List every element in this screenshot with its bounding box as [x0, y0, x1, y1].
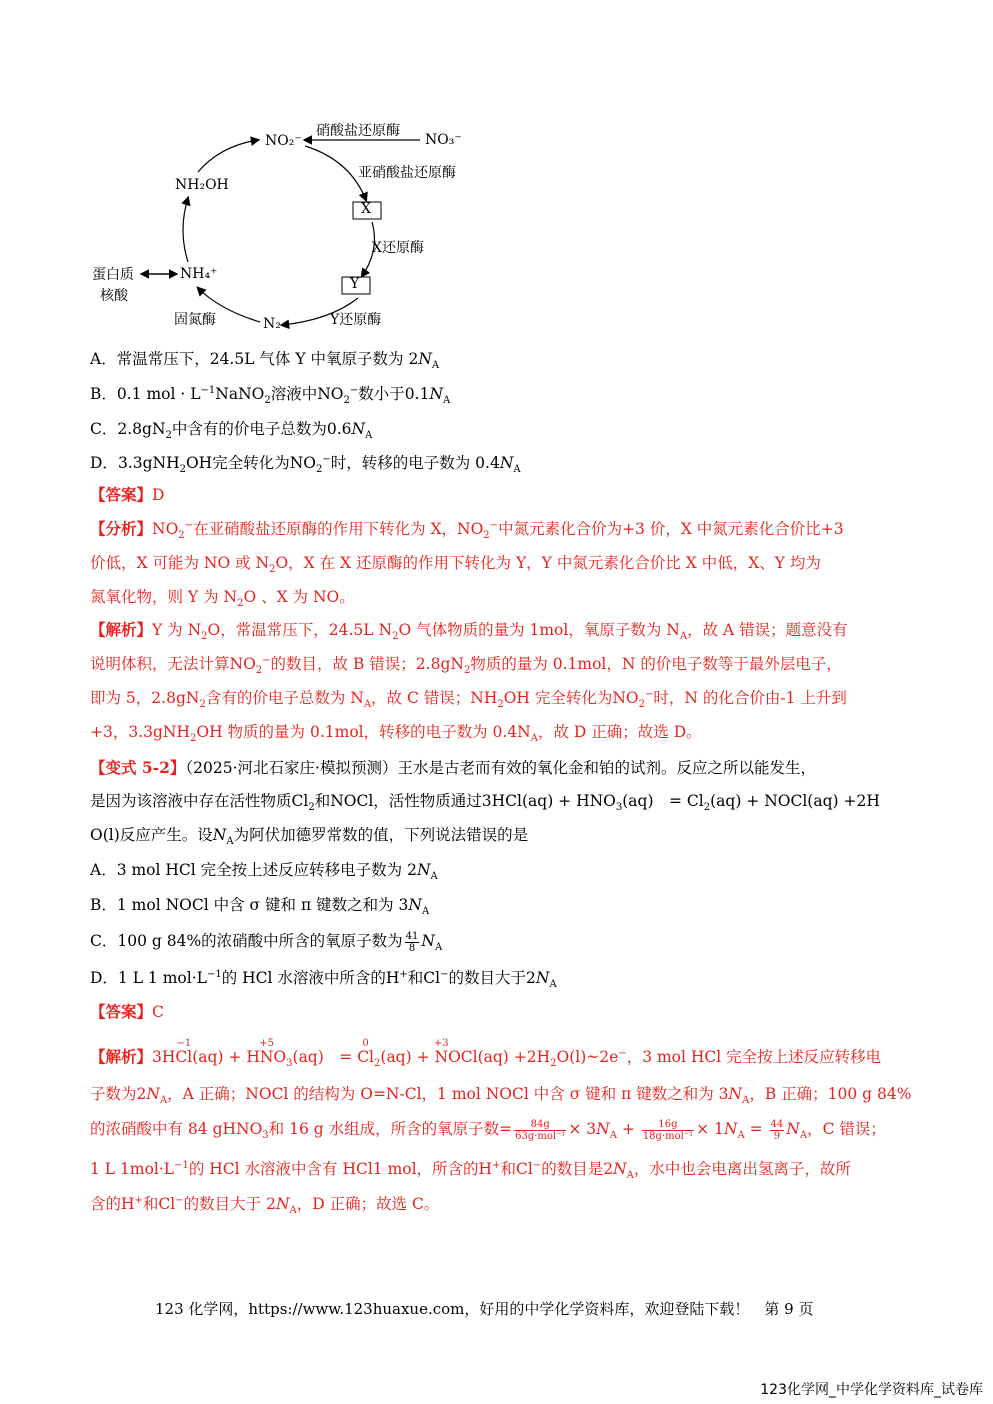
fraction-16-18: $\frac{16g}{\text{18g·mol⁻¹}}$: [642, 1118, 694, 1142]
q2-option-c: C．100 g 84%的浓硝酸中所含的氧原子数为 $\frac{41}{8}$ $N_A$: [90, 930, 443, 954]
node-n2: N₂: [263, 316, 281, 332]
node-no3: NO₃⁻: [425, 132, 462, 148]
q2-stem-line2: 是因为该溶液中存在活性物质$Cl_2$和NOCl，活性物质通过$3HCl(aq) + HNO_3(aq)$ = $Cl_2(aq)$ + NOCl(aq) +2H: [90, 792, 880, 814]
node-y: Y: [350, 276, 360, 292]
nitrogen-cycle-diagram: [80, 110, 500, 340]
node-protein: 蛋白质: [92, 267, 134, 283]
q2-solution-line3: 的浓硝酸中有 84 gHNO$_3$和 16 g 水组成，所含的氧原子数= $\frac{84g}{\text{63g·mol⁻¹}}$ × $3N_A$ + $\frac{16g}{\text{18g·mol⁻¹}}$ × $1N_A$ = $\frac{44}{9}$ $N_A$，C 错误；: [90, 1118, 886, 1142]
label-nitrate-reductase: 硝酸盐还原酶: [316, 123, 400, 139]
node-nucleic: 核酸: [100, 288, 128, 304]
q1-solution-line2: 说明体积，无法计算$NO_2^-$的数目，故 B 错误；$2.8gN_2$物质的量为 0.1mol，N 的价电子数等于最外层电子，: [90, 654, 842, 677]
label-nitrogenase: 固氮酶: [174, 312, 216, 328]
q2-solution-line2: 子数为$2N_A$，A 正确；NOCl 的结构为 O=N-Cl，1 mol NOCl 中含 σ 键和 π 键数之和为 $3N_A$，B 正确；100 g 84%: [90, 1085, 912, 1107]
label-x-reductase: X还原酶: [372, 240, 424, 256]
q2-solution-line1: 【解析】3H −1 Cl(aq) + H +5 $NO_3(aq)$ = 0 $Cl_2(aq)$ + +3 NOCl(aq) $+2H_2O(l)\sim 2e^-$，3 mol HCl 完全按上述反应转移电: [90, 1038, 882, 1070]
arrow-no2-x: [305, 146, 366, 200]
node-no2: NO₂⁻: [265, 133, 302, 149]
q2-option-d: D．1 L 1 $mol\cdot L^{-1}$的 HCl 水溶液中所含的H+和Cl−的数目大于$2N_A$: [90, 968, 557, 991]
label-y-reductase: Y还原酶: [330, 312, 382, 328]
q1-analysis-line3: 氮氧化物，则 Y 为 $N_2O$ 、X 为 NO。: [90, 588, 355, 610]
q1-option-c: C．$2.8gN_2$中含有的价电子总数为$0.6N_A$: [90, 420, 373, 442]
fraction-44-9: $\frac{44}{9}$: [770, 1118, 784, 1142]
q1-analysis-line2: 价低，X 可能为 NO 或 $N_2O$，X 在 X 还原酶的作用下转化为 Y，Y 中氮元素化合价比 X 中低，X、Y 均为: [90, 554, 821, 576]
watermark: 123化学网_中学化学资料库_试卷库: [760, 1382, 983, 1398]
q1-analysis-line1: 【分析】$NO_2^-$在亚硝酸盐还原酶的作用下转化为 X，$NO_2^-$中氮元素化合价为+3 价，X 中氮元素化合价比+3: [90, 519, 844, 542]
arrow-nh4-nh2oh: [183, 198, 188, 262]
q2-option-a: A．3 mol HCl 完全按上述反应转移电子数为 $2N_A$: [90, 861, 438, 883]
fraction-41-8: $\frac{41}{8}$: [405, 930, 419, 954]
q2-solution-line4: 1 L $1mol\cdot L^{-1}$的 HCl 水溶液中含有 HCl1 mol，所含的H+和Cl−的数目是$2N_A$，水中也会电离出氢离子，故所: [90, 1159, 851, 1182]
q2-stem-line3: O(l)反应产生。设$N_A$为阿伏加德罗常数的值，下列说法错误的是: [90, 826, 529, 848]
q2-answer: 【答案】C: [90, 1002, 164, 1021]
q2-option-b: B．1 mol NOCl 中含 σ 键和 π 键数之和为 $3N_A$: [90, 896, 430, 918]
q2-stem-line1: 【变式 5-2】（2025·河北石家庄·模拟预测）王水是古老而有效的氧化金和铂的试剂。反应之所以能发生，: [90, 758, 816, 777]
q2-solution-line5: 含的H+和Cl−的数目大于 $2N_A$，D 正确；故选 C。: [90, 1194, 440, 1217]
page-footer: 123 化学网，https://www.123huaxue.com，好用的中学化学资料库，欢迎登陆下载！ 第 9 页: [155, 1300, 814, 1318]
q1-answer: 【答案】D: [90, 485, 165, 504]
q1-option-b: B．0.1 mol · $L^{-1}NaNO_2$溶液中$NO_2^-$数小于$0.1N_A$: [90, 384, 451, 407]
node-nh2oh: NH₂OH: [175, 177, 229, 193]
node-x: X: [361, 201, 371, 217]
q1-solution-line3: 即为 5，$2.8gN_2$含有的价电子总数为 $N_A$，故 C 错误；$NH_2OH$ 完全转化为$NO_2^-$时，N 的化合价由-1 上升到: [90, 688, 847, 711]
q1-option-d: D．3.3gNH$_2$OH完全转化为$NO_2^-$时，转移的电子数为 $0.4N_A$: [90, 453, 521, 476]
arrow-nh2oh-no2: [198, 140, 258, 172]
q1-solution-line4: +3，3.3gNH$_2$OH 物质的量为 0.1mol，转移的电子数为 $0.4N_A$，故 D 正确；故选 D。: [90, 723, 702, 745]
q1-option-a: A．常温常压下，24.5L 气体 Y 中氧原子数为 $2N_A$: [90, 350, 440, 372]
q1-solution-line1: 【解析】Y 为 $N_2O$，常温常压下，24.5L $N_2O$ 气体物质的量为 1mol，氧原子数为 $N_A$，故 A 错误；题意没有: [90, 620, 848, 643]
label-nitrite-reductase: 亚硝酸盐还原酶: [358, 165, 456, 181]
fraction-84-63: $\frac{84g}{\text{63g·mol⁻¹}}$: [515, 1118, 566, 1142]
node-nh4: NH₄⁺: [180, 266, 218, 282]
